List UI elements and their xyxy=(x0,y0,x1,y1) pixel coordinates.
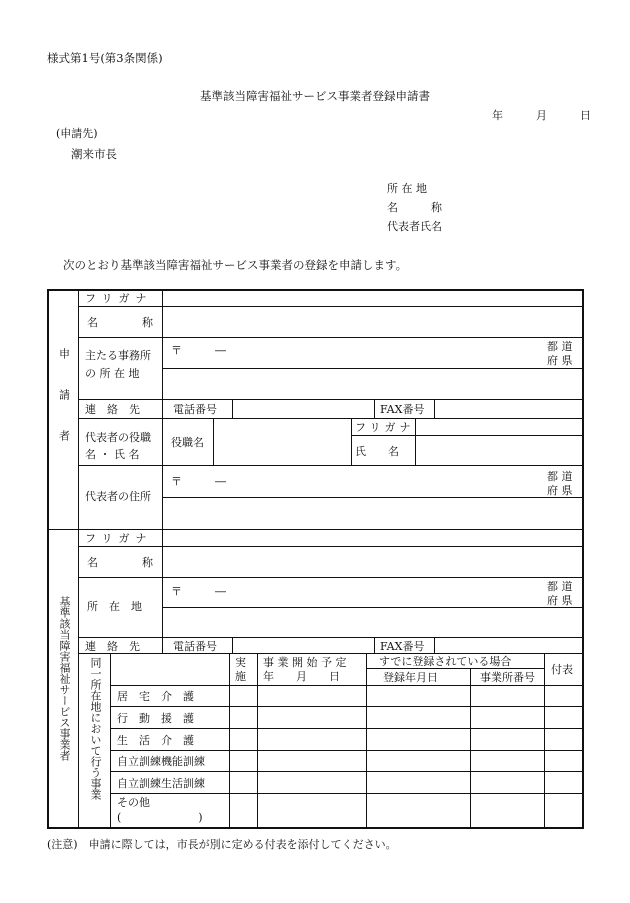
business-fax-label: FAX番号 xyxy=(380,639,425,653)
applicant-furigana-label: フリガナ xyxy=(85,291,153,305)
service-behavior-support: 行 動 援 護 xyxy=(117,711,194,725)
business-pref-label-1: 都 道 xyxy=(547,580,573,593)
service-daily-care: 生 活 介 護 xyxy=(117,733,194,747)
business-location-label: 所 在 地 xyxy=(87,600,142,613)
table-border-right xyxy=(582,289,584,829)
applicant-office-address-field[interactable] xyxy=(163,369,581,399)
row-line xyxy=(78,577,584,578)
col-registered-label: すでに登録されている場合 xyxy=(379,655,512,668)
row-line xyxy=(110,793,584,794)
service-other-label: その他 xyxy=(117,796,150,809)
applicant-fax-field[interactable] xyxy=(435,400,581,418)
col-line xyxy=(257,653,258,829)
applicant-office-address-label-1: 主たる事務所 xyxy=(85,349,151,362)
applicant-postal-dash: ― xyxy=(215,343,226,357)
applicant-rep-label: 代表者氏名 xyxy=(387,220,442,233)
document-title: 基準該当障害福祉サービス事業者登録申請書 xyxy=(200,89,430,103)
applicant-rep-postal-mark: 〒 xyxy=(171,475,182,488)
col-start-label-2: 年 月 日 xyxy=(263,670,340,683)
col-implement-label-2: 施 xyxy=(235,670,246,683)
application-form-table xyxy=(47,289,584,829)
business-name-field[interactable] xyxy=(163,547,581,577)
service-functional-training: 自立訓練機能訓練 xyxy=(117,755,205,768)
applicant-name-label: 名 称 xyxy=(387,201,442,214)
applicant-rep-furigana-label: フリガナ xyxy=(355,421,415,434)
applicant-rep-name-field[interactable] xyxy=(416,436,581,465)
note-text: (注意) 申請に際しては，市長が別に定める付表を添付してください。 xyxy=(47,838,397,851)
business-postal-dash: ― xyxy=(215,584,226,598)
business-furigana-label: フリガナ xyxy=(85,532,153,545)
applicant-pref-label-1: 都 道 xyxy=(547,340,573,353)
applicant-rep-title-label-2: 名 ・ 氏 名 xyxy=(85,447,140,461)
applicant-phone-field[interactable] xyxy=(233,400,373,418)
service-life-training: 自立訓練生活訓練 xyxy=(117,776,205,790)
col-line xyxy=(470,668,471,829)
applicant-rep-title-label-1: 代表者の役職 xyxy=(85,430,151,444)
applicant-rep-pref-label-2: 府 県 xyxy=(547,484,573,497)
business-location-field[interactable] xyxy=(163,608,581,637)
row-line xyxy=(78,337,584,338)
applicant-rep-postal-dash: ― xyxy=(215,474,226,488)
section-divider xyxy=(78,289,79,829)
col-line xyxy=(544,653,545,829)
business-phone-label: 電話番号 xyxy=(173,639,217,653)
col-line xyxy=(229,653,230,829)
business-fax-field[interactable] xyxy=(435,638,581,653)
addressee: 潮来市長 xyxy=(71,147,117,161)
applicant-rep-pref-label-1: 都 道 xyxy=(547,470,573,483)
col-implement-label-1: 実 xyxy=(235,656,246,669)
date-month-label: 月 xyxy=(536,109,547,122)
table-border-bottom xyxy=(47,827,584,829)
col-office-no-label: 事業所番号 xyxy=(480,671,535,684)
date-line xyxy=(492,107,591,123)
col-line xyxy=(374,399,375,418)
business-postal-mark: 〒 xyxy=(171,585,182,598)
business-phone-field[interactable] xyxy=(233,638,373,653)
col-line xyxy=(374,637,375,653)
applicant-rep-name-label: 氏 名 xyxy=(355,444,399,458)
applicant-position-label: 役職名 xyxy=(171,436,204,449)
applicant-fax-label: FAX番号 xyxy=(380,403,425,416)
intro-text: 次のとおり基準該当障害福祉サービス事業者の登録を申請します。 xyxy=(63,258,408,272)
col-start-label-1: 事 業 開 始 予 定 xyxy=(263,656,347,669)
date-year-label: 年 xyxy=(492,109,503,122)
applicant-location-label: 所 在 地 xyxy=(387,182,427,195)
col-attachment-label: 付表 xyxy=(551,663,573,676)
applicant-pref-label-2: 府 県 xyxy=(547,354,573,367)
applicant-rep-address-label: 代表者の住所 xyxy=(85,490,151,503)
applicant-section-label: 申請者 xyxy=(57,347,71,471)
applicant-phone-label: 電話番号 xyxy=(173,403,217,416)
applicant-rep-address-field[interactable] xyxy=(163,498,581,529)
applicant-postal-mark: 〒 xyxy=(171,344,182,357)
applicant-name-field[interactable] xyxy=(163,307,581,337)
applicant-position-field[interactable] xyxy=(214,419,350,465)
row-line xyxy=(78,465,584,466)
service-home-care: 居 宅 介 護 xyxy=(117,690,194,703)
col-reg-date-label: 登録年月日 xyxy=(383,671,438,684)
date-day-label: 日 xyxy=(580,109,591,122)
addressee-label: (申請先) xyxy=(56,127,98,140)
applicant-office-address-label-2: の 所 在 地 xyxy=(85,367,140,380)
col-line xyxy=(366,653,367,829)
business-contact-label: 連 絡 先 xyxy=(85,639,140,653)
service-other-field[interactable]: ( ) xyxy=(117,811,203,824)
col-line xyxy=(351,418,352,465)
form-number: 様式第1号(第3条関係) xyxy=(47,51,163,65)
applicant-contact-label: 連 絡 先 xyxy=(85,403,140,416)
business-pref-label-2: 府 県 xyxy=(547,594,573,607)
col-line xyxy=(162,637,163,653)
business-name-label: 名 称 xyxy=(87,556,153,569)
applicant-name-label: 名 称 xyxy=(87,316,153,329)
business-section-label: 基準該当障害福祉サービス事業者 xyxy=(58,596,71,761)
col-line xyxy=(110,653,111,829)
same-location-label: 同一所在地において行う事業 xyxy=(89,657,102,800)
